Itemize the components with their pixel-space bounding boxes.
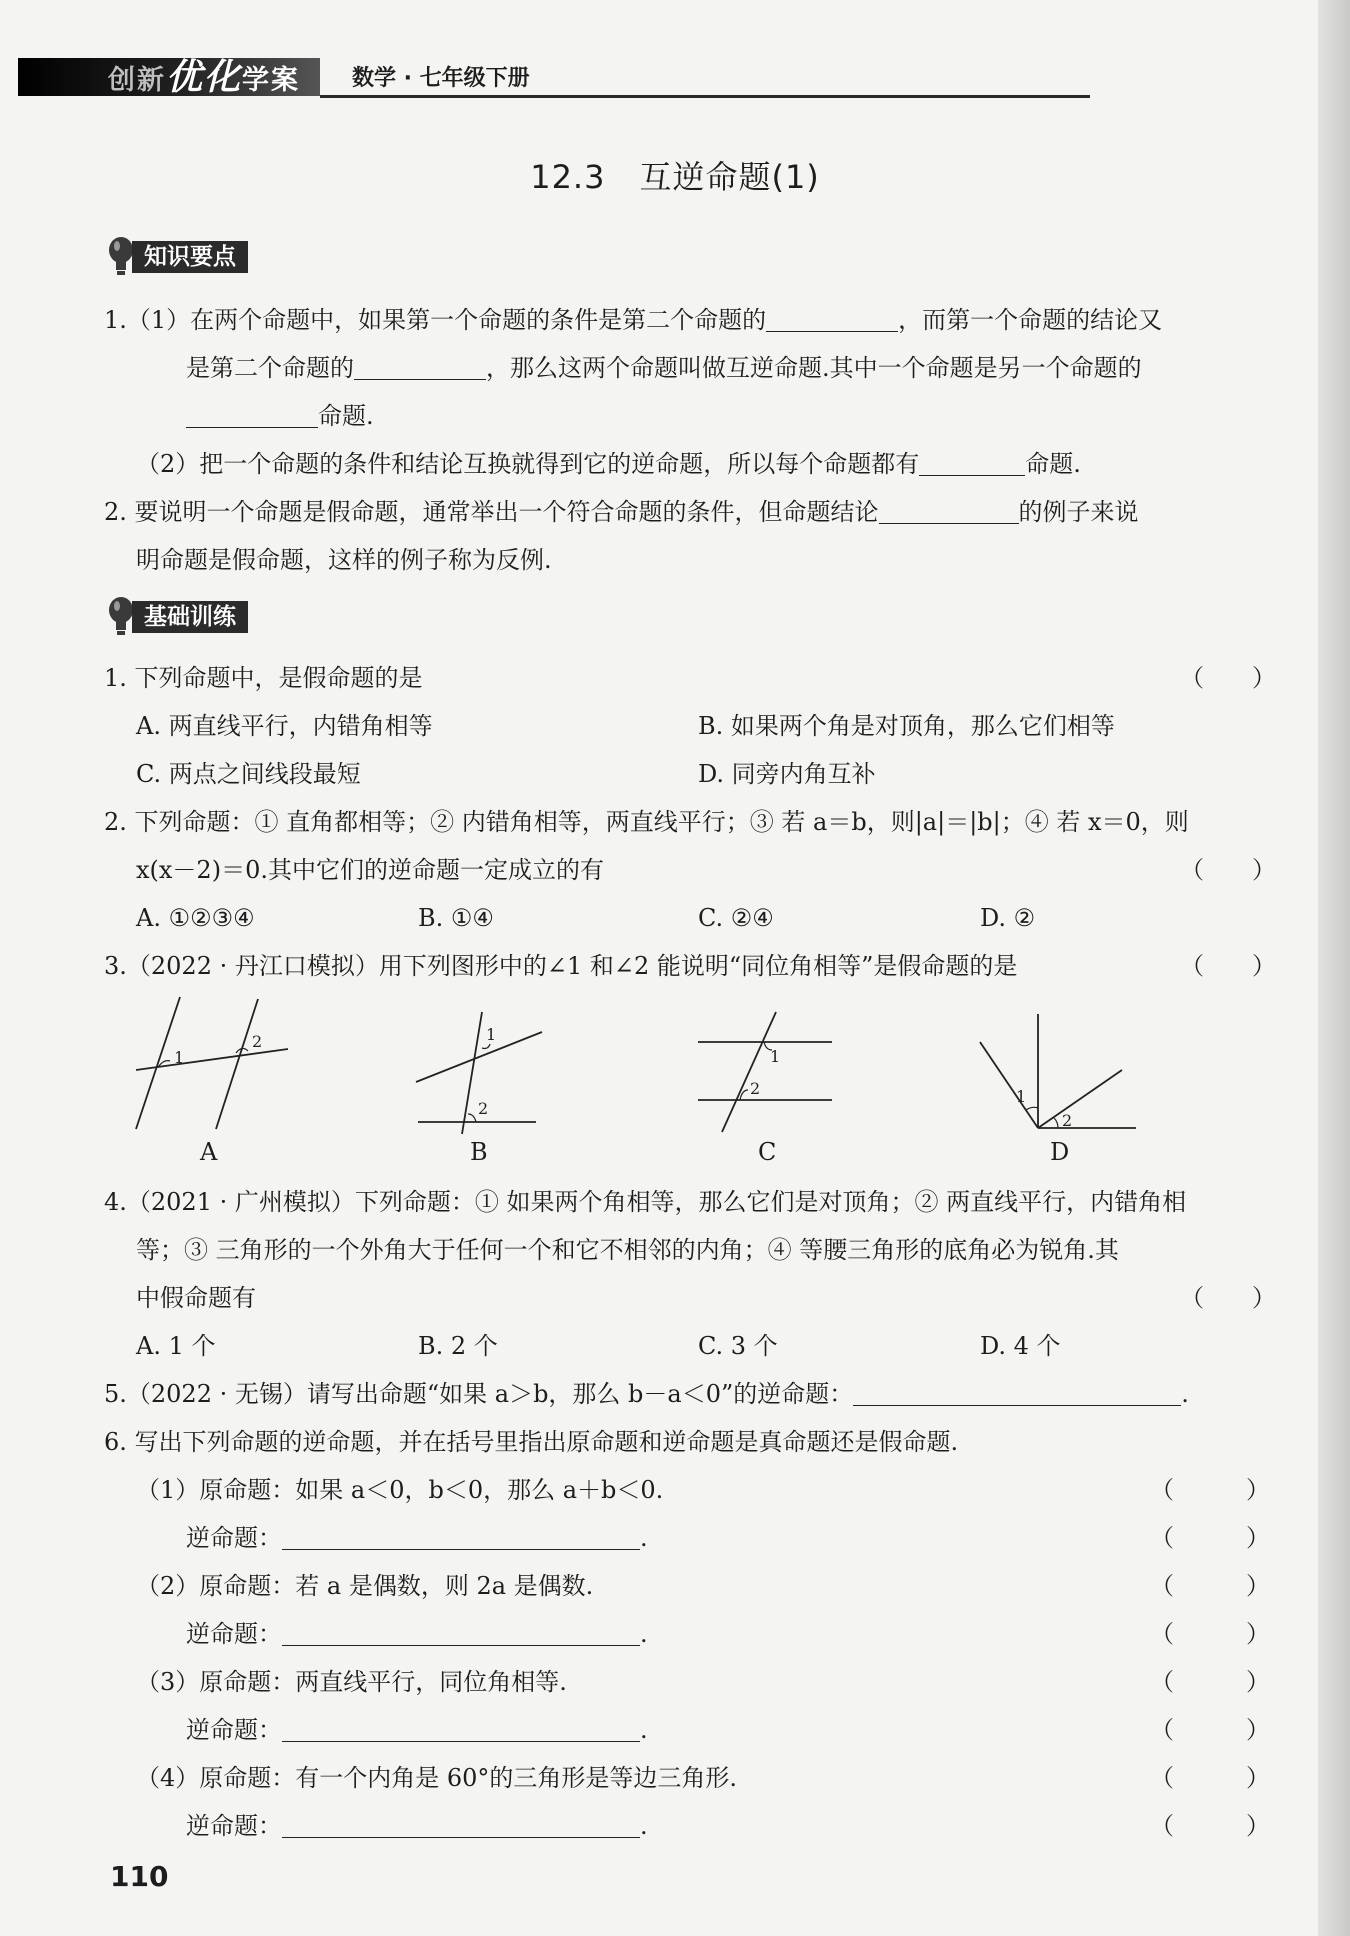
lightbulb-icon (108, 236, 134, 278)
lightbulb-icon (108, 596, 134, 638)
angle-2-label: 2 (252, 1032, 263, 1051)
text: . (1181, 1380, 1189, 1408)
figure-b[interactable] (410, 1010, 550, 1135)
text: 命题. (318, 402, 374, 430)
angle-2-label: 2 (1062, 1111, 1073, 1130)
text: 逆命题： (186, 1524, 282, 1552)
q4-option-c[interactable]: C. 3 个 (698, 1332, 778, 1360)
answer-blank[interactable] (879, 497, 1019, 524)
q6-item-2-paren[interactable]: （ ） (1150, 1572, 1270, 1600)
page-number: 110 (110, 1860, 169, 1893)
text: （2）把一个命题的条件和结论互换就得到它的逆命题，所以每个命题都有 (136, 450, 920, 478)
q6-item-3-converse (186, 1712, 648, 1748)
text: ，那么这两个命题叫做互逆命题.其中一个命题是另一个命题的 (486, 354, 1142, 382)
knowledge-line-6: 明命题是假命题，这样的例子称为反例. (136, 546, 552, 574)
angle-2-label: 2 (750, 1079, 761, 1098)
text: 的例子来说 (1018, 498, 1139, 526)
angle-1-label: 1 (174, 1048, 185, 1067)
text: 逆命题： (186, 1812, 282, 1840)
q1-option-a[interactable]: A. 两直线平行，内错角相等 (136, 712, 433, 740)
section-number: 12.3 (530, 158, 606, 196)
q2-stem-1: 2. 下列命题：① 直角都相等；② 内错角相等，两直线平行；③ 若 a＝b，则|a|＝|b|；④ 若 x＝0，则 (104, 808, 1189, 836)
q6-item-2: （2）原命题：若 a 是偶数，则 2a 是偶数. (136, 1572, 594, 1600)
q2-answer-paren[interactable]: （ ） (1180, 856, 1276, 884)
text: . (640, 1524, 648, 1552)
text: 逆命题： (186, 1620, 282, 1648)
brand-part-a: 创新 (108, 65, 166, 96)
text: . (640, 1716, 648, 1744)
q1-option-b[interactable]: B. 如果两个角是对顶角，那么它们相等 (698, 712, 1115, 740)
q1-option-d[interactable]: D. 同旁内角互补 (698, 760, 876, 788)
figure-b-label: B (470, 1138, 488, 1166)
knowledge-line-4 (136, 446, 1081, 482)
q6-item-1-paren[interactable]: （ ） (1150, 1476, 1270, 1504)
q3-answer-paren[interactable]: （ ） (1180, 952, 1276, 980)
figure-d[interactable] (976, 1012, 1146, 1137)
q6-item-3-converse-paren[interactable]: （ ） (1150, 1716, 1270, 1744)
answer-blank[interactable] (853, 1379, 1181, 1406)
q1-stem: 1. 下列命题中，是假命题的是 (104, 664, 423, 692)
q2-option-d[interactable]: D. ② (980, 904, 1036, 932)
figure-c-label: C (758, 1138, 777, 1166)
q1-answer-paren[interactable]: （ ） (1180, 664, 1276, 692)
q4-stem-3: 中假命题有 (136, 1284, 256, 1312)
brand-part-b: 优化 (166, 57, 243, 98)
q4-option-b[interactable]: B. 2 个 (418, 1332, 498, 1360)
q6-item-1-converse (186, 1520, 648, 1556)
text: 逆命题： (186, 1716, 282, 1744)
q6-item-2-converse (186, 1616, 648, 1652)
q4-option-d[interactable]: D. 4 个 (980, 1332, 1061, 1360)
knowledge-line-2 (186, 350, 1142, 386)
text: . (640, 1812, 648, 1840)
text: . (640, 1620, 648, 1648)
q1-option-c[interactable]: C. 两点之间线段最短 (136, 760, 361, 788)
text: ，而第一个命题的结论又 (898, 306, 1163, 334)
q6-item-1: （1）原命题：如果 a＜0，b＜0，那么 a＋b＜0. (136, 1476, 664, 1504)
answer-blank[interactable] (186, 401, 318, 428)
page-edge-shadow (1318, 0, 1350, 1936)
header-rule (320, 95, 1090, 98)
answer-blank[interactable] (282, 1619, 640, 1646)
q6-item-3-paren[interactable]: （ ） (1150, 1668, 1270, 1696)
text: 1.（1）在两个命题中，如果第一个命题的条件是第二个命题的 (104, 306, 767, 334)
text: 是第二个命题的 (186, 354, 354, 382)
q2-option-b[interactable]: B. ①④ (418, 904, 494, 932)
q2-option-a[interactable]: A. ①②③④ (136, 904, 255, 932)
brand-part-c: 学案 (242, 65, 301, 96)
angle-2-label: 2 (478, 1099, 489, 1118)
answer-blank[interactable] (282, 1523, 640, 1550)
angle-1-label: 1 (770, 1047, 781, 1066)
knowledge-line-5 (104, 494, 1139, 530)
answer-blank[interactable] (354, 353, 486, 380)
section-label: 基础训练 (132, 601, 248, 633)
q4-answer-paren[interactable]: （ ） (1180, 1284, 1276, 1312)
figure-d-label: D (1050, 1138, 1070, 1166)
answer-blank[interactable] (282, 1715, 640, 1742)
figure-a[interactable] (130, 995, 300, 1135)
q6-stem: 6. 写出下列命题的逆命题，并在括号里指出原命题和逆命题是真命题还是假命题. (104, 1428, 959, 1456)
page-title (0, 152, 1350, 198)
q6-item-4: （4）原命题：有一个内角是 60°的三角形是等边三角形. (136, 1764, 738, 1792)
q2-stem-2: x(x－2)＝0.其中它们的逆命题一定成立的有 (136, 856, 604, 884)
knowledge-line-3 (186, 398, 374, 434)
text: 5.（2022 · 无锡）请写出命题“如果 a＞b，那么 b－a＜0”的逆命题： (104, 1380, 854, 1408)
q6-item-1-converse-paren[interactable]: （ ） (1150, 1524, 1270, 1552)
angle-1-label: 1 (1016, 1087, 1027, 1106)
book-title: 数学 · 七年级下册 (352, 66, 530, 91)
q2-option-c[interactable]: C. ②④ (698, 904, 774, 932)
section-label: 知识要点 (132, 241, 248, 273)
section-title: 互逆命题(1) (639, 158, 820, 196)
q6-item-4-converse-paren[interactable]: （ ） (1150, 1812, 1270, 1840)
q3-stem: 3.（2022 · 丹江口模拟）用下列图形中的∠1 和∠2 能说明“同位角相等”是假命题的是 (104, 952, 1018, 980)
brand-logo (108, 57, 301, 98)
q6-item-2-converse-paren[interactable]: （ ） (1150, 1620, 1270, 1648)
q4-stem-1: 4.（2021 · 广州模拟）下列命题：① 如果两个角相等，那么它们是对顶角；② 两直线平行，内错角相 (104, 1188, 1187, 1216)
q4-option-a[interactable]: A. 1 个 (136, 1332, 216, 1360)
q6-item-3: （3）原命题：两直线平行，同位角相等. (136, 1668, 567, 1696)
q4-stem-2: 等；③ 三角形的一个外角大于任何一个和它不相邻的内角；④ 等腰三角形的底角必为锐角.其 (136, 1236, 1119, 1264)
answer-blank[interactable] (766, 305, 898, 332)
text: 命题. (1025, 450, 1081, 478)
answer-blank[interactable] (282, 1811, 640, 1838)
angle-1-label: 1 (486, 1025, 497, 1044)
knowledge-line-1 (104, 302, 1162, 338)
q6-item-4-converse (186, 1808, 648, 1844)
figure-a-label: A (200, 1138, 218, 1166)
answer-blank[interactable] (919, 449, 1025, 476)
q5-stem (104, 1376, 1189, 1412)
figure-c[interactable] (694, 1010, 834, 1135)
text: 2. 要说明一个命题是假命题，通常举出一个符合命题的条件，但命题结论 (104, 498, 879, 526)
q6-item-4-paren[interactable]: （ ） (1150, 1764, 1270, 1792)
